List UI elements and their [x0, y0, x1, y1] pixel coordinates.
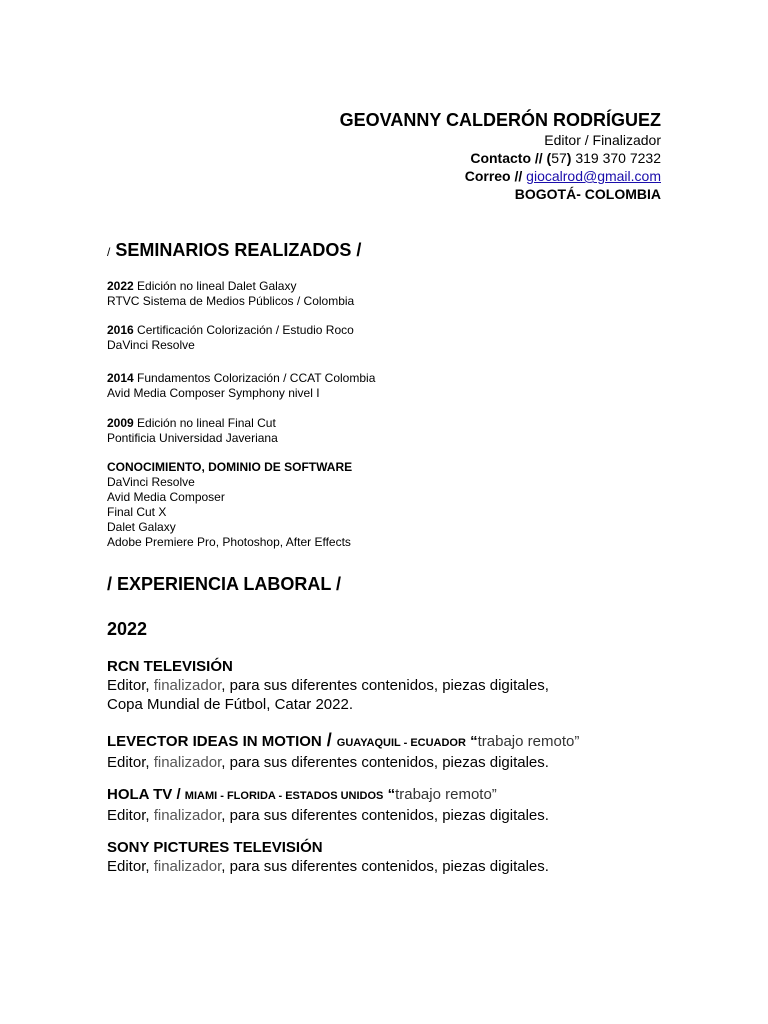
seminar-year: 2016: [107, 323, 134, 337]
experience-heading: / EXPERIENCIA LABORAL /: [107, 574, 342, 594]
contact-close: ): [566, 150, 572, 166]
software-item: Dalet Galaxy: [107, 520, 176, 534]
job-note: trabajo remoto”: [395, 786, 497, 803]
job-location: GUAYAQUIL - ECUADOR: [336, 737, 466, 749]
job-desc-a: Editor,: [107, 807, 154, 824]
seminar-title: Edición no lineal Final Cut: [133, 416, 276, 430]
job-location: MIAMI - FLORIDA - ESTADOS UNIDOS: [184, 790, 384, 802]
seminar-item: [107, 371, 375, 401]
job-desc-c: , para sus diferentes contenidos, piezas digitales,: [221, 677, 549, 694]
job-entry: [107, 785, 549, 825]
software-item: Final Cut X: [107, 505, 167, 519]
seminars-prefix: /: [107, 245, 111, 259]
email-link[interactable]: giocalrod@gmail.com: [526, 168, 661, 184]
software-item: Adobe Premiere Pro, Photoshop, After Effects: [107, 535, 351, 549]
job-desc-a: Editor,: [107, 677, 154, 694]
software-title: CONOCIMIENTO, DOMINIO DE SOFTWARE: [107, 460, 353, 474]
email-line: [465, 168, 661, 184]
job-desc-a: Editor,: [107, 754, 154, 771]
resume-role: Editor / Finalizador: [544, 132, 661, 148]
job-note: trabajo remoto”: [477, 733, 580, 750]
software-item: DaVinci Resolve: [107, 475, 195, 489]
seminar-year: 2022: [107, 279, 134, 293]
contact-line: [470, 150, 661, 166]
job-quote: “: [465, 733, 478, 750]
job-desc-b: finalizador: [153, 807, 222, 824]
job-desc-b: finalizador: [153, 754, 222, 771]
seminar-title: Edición no lineal Dalet Galaxy: [133, 279, 297, 293]
seminar-item: [107, 416, 278, 446]
job-description: [107, 753, 579, 772]
job-desc-b: finalizador: [153, 858, 222, 875]
job-desc-c: , para sus diferentes contenidos, piezas digitales.: [221, 858, 549, 875]
job-separator: /: [172, 786, 185, 803]
job-entry: [107, 657, 549, 714]
seminars-heading: [107, 240, 361, 261]
contact-code: 57: [551, 150, 567, 166]
job-company: HOLA TV: [107, 786, 173, 803]
job-desc-b: finalizador: [153, 677, 222, 694]
seminar-title: Certificación Colorización / Estudio Roco: [133, 323, 354, 337]
job-entry: [107, 838, 549, 876]
job-description: [107, 806, 549, 825]
software-item: Avid Media Composer: [107, 490, 225, 504]
job-desc-a: Editor,: [107, 858, 154, 875]
seminar-institution: Pontificia Universidad Javeriana: [107, 431, 278, 445]
job-heading: [107, 731, 579, 753]
job-company: LEVECTOR IDEAS IN MOTION: [107, 733, 322, 750]
contact-number: 319 370 7232: [571, 150, 661, 166]
resume-name: GEOVANNY CALDERÓN RODRÍGUEZ: [339, 110, 661, 130]
seminar-title: Fundamentos Colorización / CCAT Colombia: [133, 371, 376, 385]
job-desc-c: , para sus diferentes contenidos, piezas digitales.: [221, 754, 549, 771]
email-label: Correo //: [464, 168, 527, 184]
seminars-title: SEMINARIOS REALIZADOS /: [110, 240, 362, 260]
seminar-item: [107, 323, 354, 353]
seminar-institution: DaVinci Resolve: [107, 338, 195, 352]
contact-label: Contacto // (: [470, 150, 552, 166]
seminar-year: 2014: [107, 371, 134, 385]
job-quote: “: [383, 786, 396, 803]
location: BOGOTÁ- COLOMBIA: [514, 186, 661, 202]
job-separator: /: [321, 730, 337, 750]
seminar-institution: Avid Media Composer Symphony nivel I: [107, 386, 320, 400]
seminar-institution: RTVC Sistema de Medios Públicos / Colombia: [107, 294, 355, 308]
job-description-2: Copa Mundial de Fútbol, Catar 2022.: [107, 696, 353, 713]
job-company: SONY PICTURES TELEVISIÓN: [107, 839, 323, 856]
job-desc-c: , para sus diferentes contenidos, piezas digitales.: [221, 807, 549, 824]
experience-year: 2022: [107, 619, 148, 639]
job-heading: [107, 785, 549, 806]
seminar-item: [107, 279, 354, 309]
seminar-year: 2009: [107, 416, 134, 430]
job-entry: [107, 731, 579, 772]
job-description: [107, 857, 549, 876]
job-company: RCN TELEVISIÓN: [107, 658, 233, 675]
job-description: [107, 676, 549, 695]
software-section: [107, 460, 352, 550]
